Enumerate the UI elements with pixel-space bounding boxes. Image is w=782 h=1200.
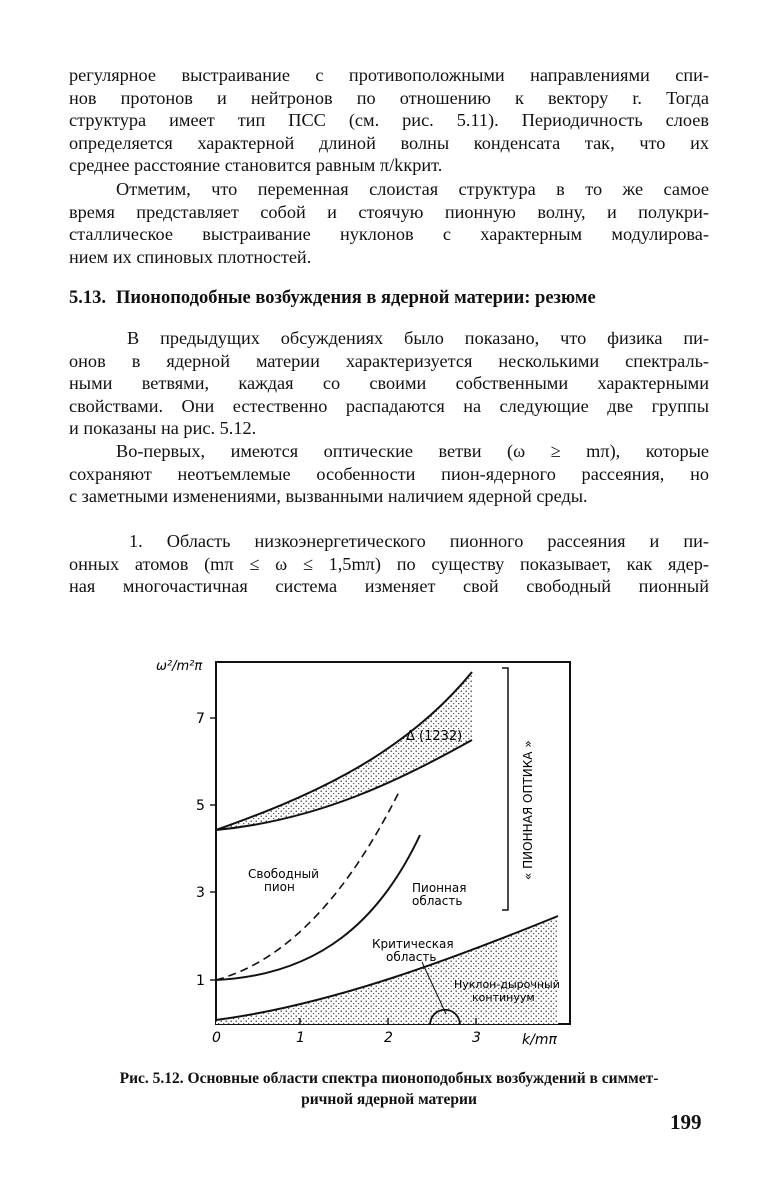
text-line: Отметим, что переменная слоистая структура в то же самое xyxy=(116,179,709,199)
y-tick-label: 1 xyxy=(196,973,205,989)
critical-label: область xyxy=(386,950,437,964)
section-number: 5.13. xyxy=(69,288,106,308)
x-tick-label: 2 xyxy=(384,1030,393,1046)
caption-text: ричной ядерной материи xyxy=(301,1091,477,1108)
y-tick-label: 3 xyxy=(196,885,205,901)
text-line: время представляет собой и стоячую пионную волну, и полукри- xyxy=(69,201,709,222)
spectrum-figure xyxy=(150,640,590,1060)
continuum-label: Нуклон-дырочный xyxy=(454,978,560,991)
y-axis-label: ω²/m²π xyxy=(156,659,203,674)
paragraph-5 xyxy=(69,530,709,598)
optics-label: « ПИОННАЯ ОПТИКА » xyxy=(521,740,535,880)
text-line: В предыдущих обсуждениях было показано, что физика пи- xyxy=(127,328,709,348)
text-line: онов в ядерной материи характеризуется несколькими спектраль- xyxy=(69,350,709,371)
text-line: структура имеет тип ПСС (см. рис. 5.11). Периодичность слоев xyxy=(69,110,709,131)
text-line: ными ветвями, каждая со своими собственными характерными xyxy=(69,373,709,394)
figure-caption xyxy=(69,1068,709,1110)
free-pion-curve xyxy=(216,790,400,980)
text-line: регулярное выстраивание с противоположными направлениями спи- xyxy=(69,65,709,85)
section-title: Пионоподобные возбуждения в ядерной материи: резюме xyxy=(116,288,596,308)
free-pion-label: Свободный xyxy=(248,867,319,881)
text-line: нов протонов и нейтронов по отношению к вектору r. Тогда xyxy=(69,87,709,108)
delta-band xyxy=(216,672,472,830)
continuum-region xyxy=(216,916,558,1024)
x-tick-label: 0 xyxy=(212,1030,221,1046)
x-tick-label: 3 xyxy=(472,1030,481,1046)
text-line: сохраняют неотъемлемые особенности пион-ядерного рассеяния, но xyxy=(69,463,709,484)
caption-text: Основные области спектра пионоподобных возбуждений в симмет- xyxy=(187,1070,659,1087)
critical-label: Критическая xyxy=(372,937,454,951)
y-tick-label: 5 xyxy=(196,798,205,814)
page-number: 199 xyxy=(670,1110,702,1134)
y-tick-label: 7 xyxy=(196,711,205,727)
text-line: ная многочастичная система изменяет свой свободный пионный xyxy=(69,576,709,597)
caption-lead: Рис. 5.12. xyxy=(119,1070,184,1087)
pion-region-label: область xyxy=(412,894,463,908)
paragraph-4 xyxy=(69,440,709,508)
x-axis-label: k/mπ xyxy=(522,1032,557,1048)
paragraph-2 xyxy=(69,178,709,268)
continuum-label: континуум xyxy=(472,991,535,1004)
paragraph-3 xyxy=(69,327,709,440)
paragraph-1 xyxy=(69,64,709,177)
optics-bracket xyxy=(502,668,508,910)
text-line: сталлическое выстраивание нуклонов с характерным модулирова- xyxy=(69,224,709,245)
text-line: Во-первых, имеются оптические ветви (ω ≥ mπ), которые xyxy=(116,441,709,461)
text-line: онных атомов (mπ ≤ ω ≤ 1,5mπ) по существу показывает, как ядер- xyxy=(69,553,709,574)
free-pion-label: пион xyxy=(264,880,295,894)
text-line: 1. Область низкоэнергетического пионного рассеяния и пи- xyxy=(129,531,709,551)
text-line: и показаны на рис. 5.12. xyxy=(69,418,257,439)
x-tick-label: 1 xyxy=(296,1030,305,1046)
pion-region-label: Пионная xyxy=(412,881,467,895)
text-line: среднее расстояние становится равным π/kкрит. xyxy=(69,155,443,176)
delta-label: Δ (1232) xyxy=(406,729,463,744)
text-line: свойствами. Они естественно распадаются на следующие две группы xyxy=(69,395,709,416)
text-line: нием их спиновых плотностей. xyxy=(69,246,312,267)
section-heading xyxy=(69,288,709,309)
text-line: с заметными изменениями, вызванными наличием ядерной среды. xyxy=(69,486,588,507)
text-line: определяется характерной длиной волны конденсата так, что их xyxy=(69,132,709,153)
